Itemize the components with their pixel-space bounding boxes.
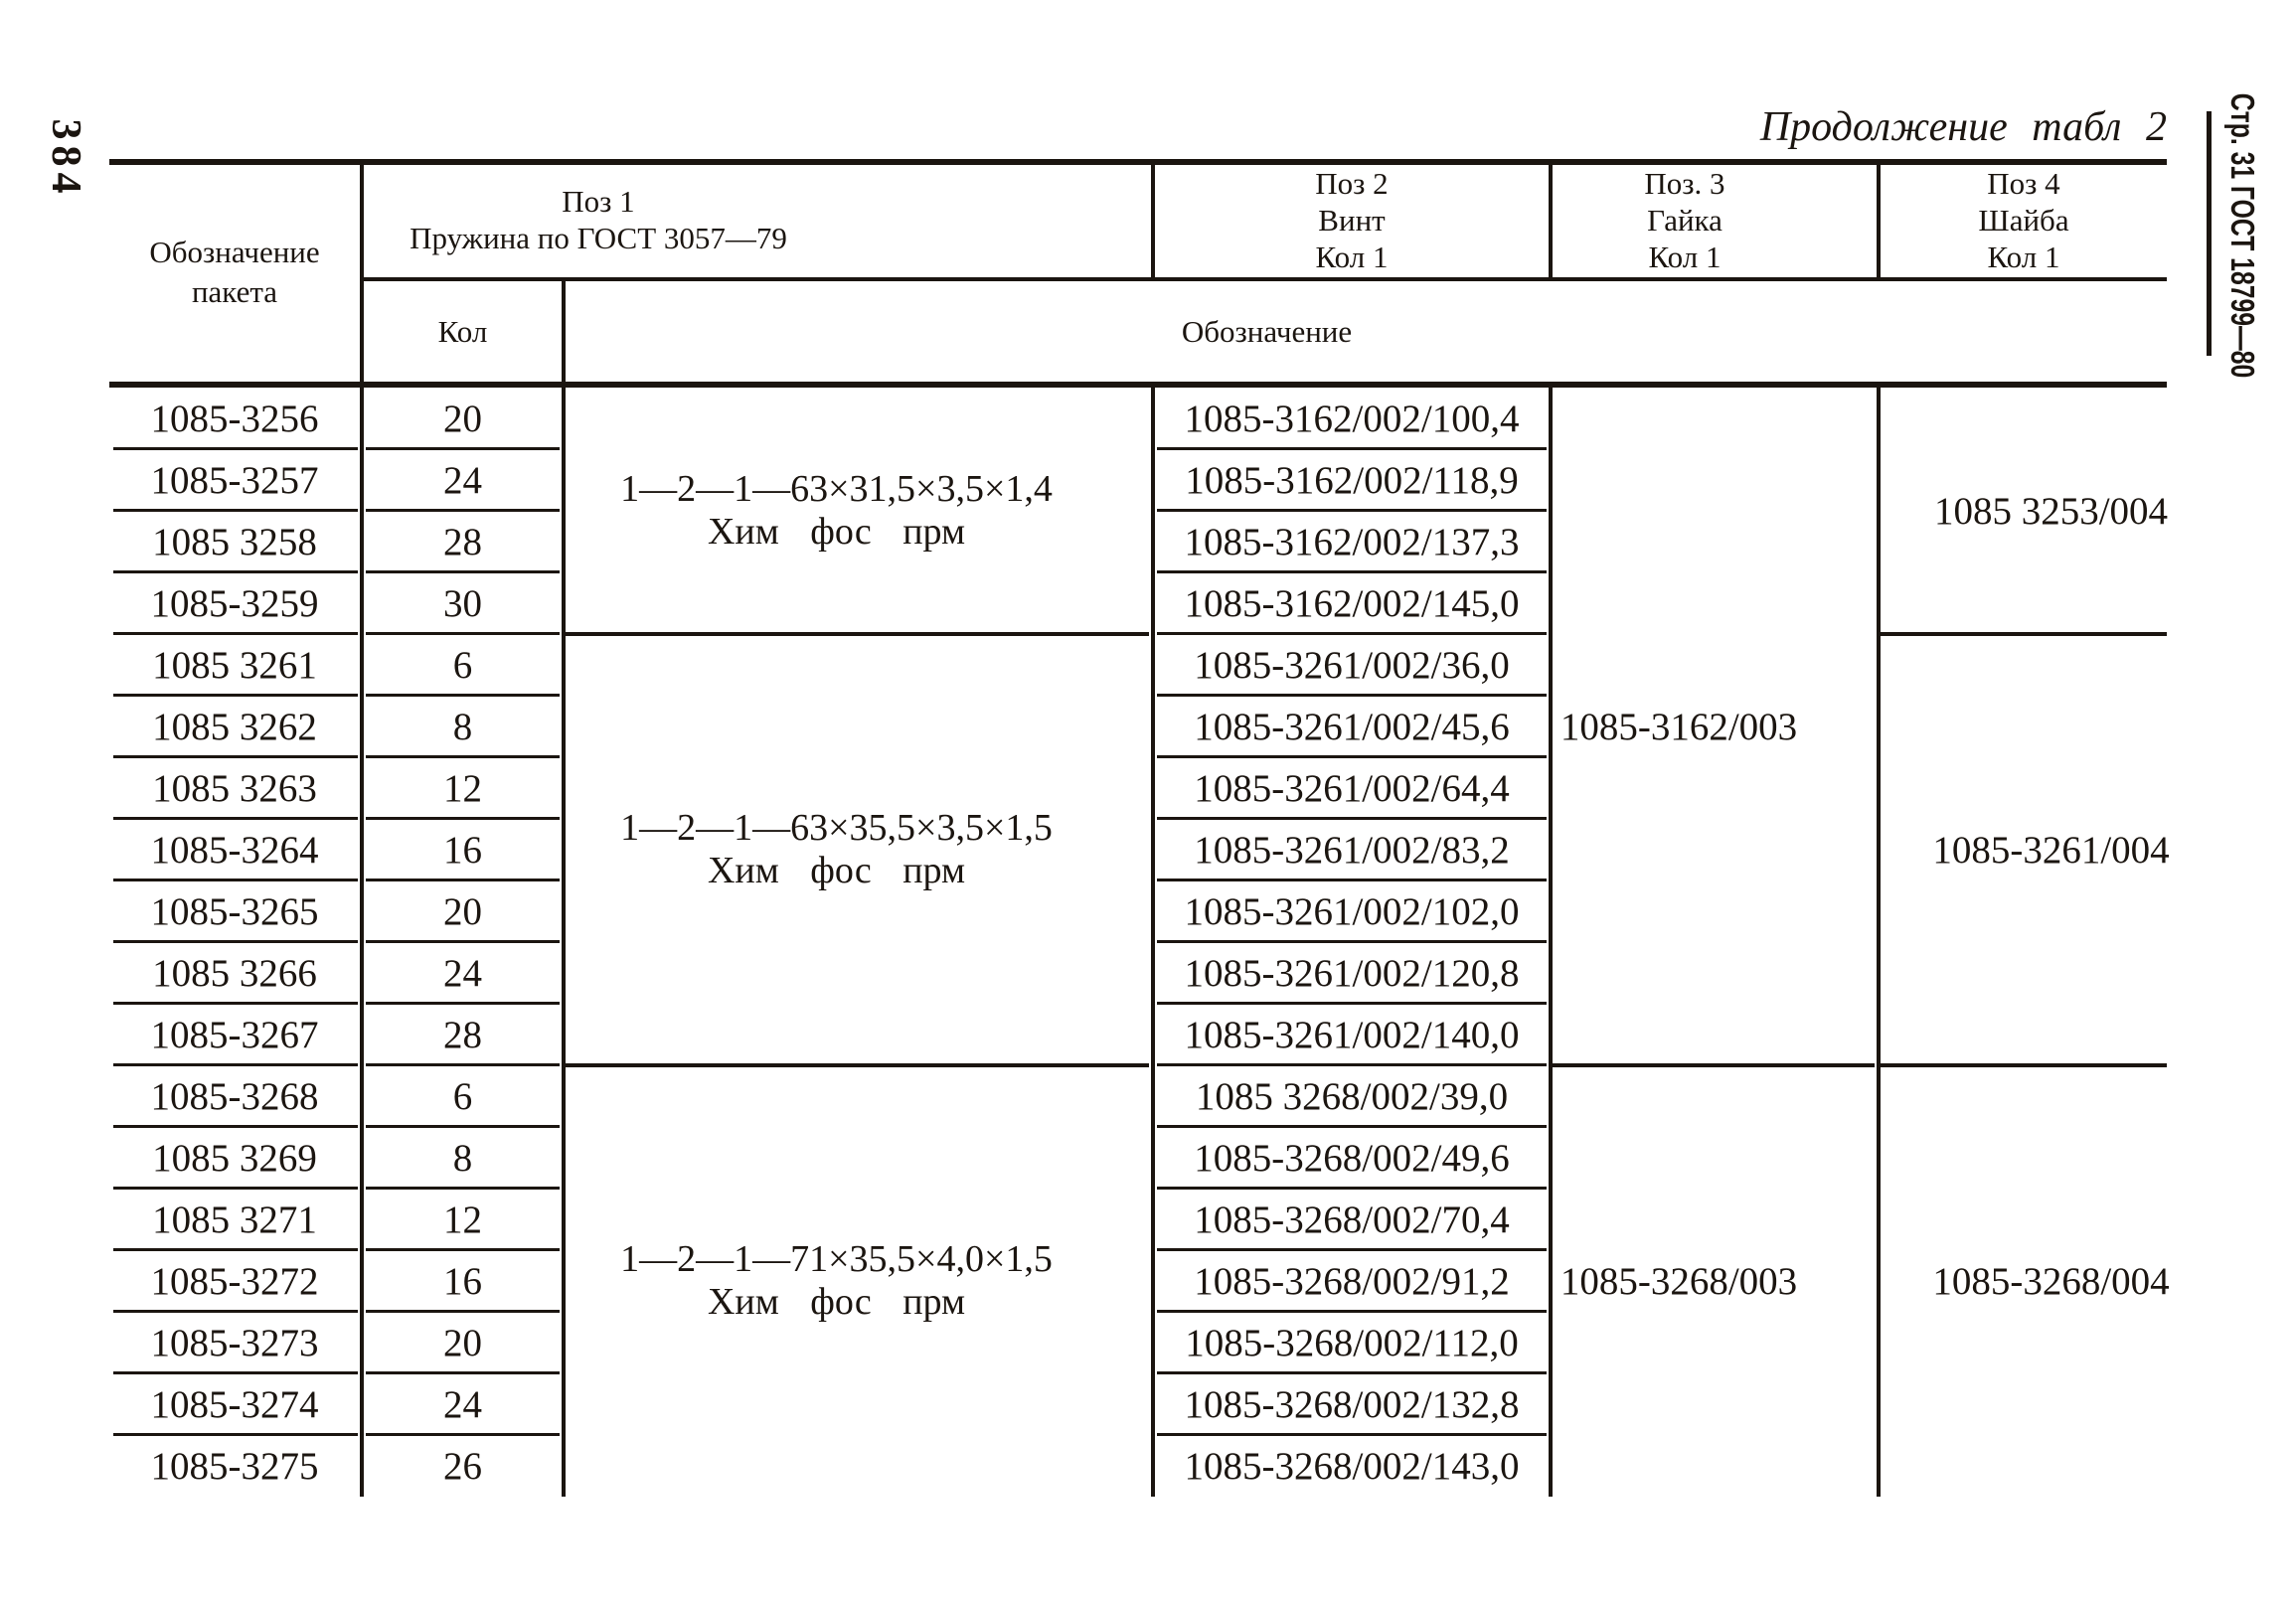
table-row-package: 1085 3271 [152,1198,317,1241]
table-row-package: 1085-3268 [150,1074,319,1118]
table-row-screw: 1085-3162/002/145,0 [1184,581,1520,625]
table-row-screw: 1085-3268/002/132,8 [1184,1382,1520,1426]
table-row-screw: 1085-3261/002/140,0 [1184,1013,1520,1056]
table-row-qty: 8 [452,1136,473,1180]
table-row-screw: 1085-3261/002/45,6 [1194,705,1510,748]
nut-group-cell: 1085-3162/003 [1559,705,1798,748]
header-package-line1: Обозначение [149,234,320,269]
header-pos2-line3: Кол 1 [1315,239,1389,274]
table-row-screw: 1085-3162/002/118,9 [1185,458,1519,502]
spring-designation: 1—2—1—71×35,5×4,0×1,5 [620,1238,1053,1281]
table-row-package: 1085 3262 [152,705,317,748]
table-row-screw: 1085-3268/002/70,4 [1194,1198,1510,1241]
table-row-package: 1085-3273 [150,1321,319,1364]
washer-group-cell: 1085 3253/004 [1933,489,2169,533]
table-row-screw: 1085-3162/002/137,3 [1184,520,1520,563]
subheader-qty [364,281,562,382]
spring-group-cell [566,634,1151,1065]
header-pos1-spring [364,162,1151,277]
table-row-qty: 24 [443,458,482,502]
header-pos3-line2: Гайка [1647,202,1722,238]
header-pos2-line2: Винт [1318,202,1386,238]
header-package-line2: пакета [191,273,278,309]
table-row-qty: 12 [443,766,482,810]
nut-group-divider [1553,1063,1875,1067]
table-row-qty: 16 [443,828,482,872]
header-pos2-line1: Поз 2 [1315,165,1389,201]
table-row-screw: 1085 3268/002/39,0 [1195,1074,1509,1118]
table-row-qty: 8 [452,705,473,748]
table-row-package: 1085-3259 [150,581,319,625]
table-row-package: 1085-3264 [150,828,319,872]
table-row-screw: 1085-3268/002/49,6 [1194,1136,1510,1180]
header-package-designation [109,162,360,382]
spring-finish: Хим фос прм [707,850,966,891]
table-row-screw: 1085-3268/002/143,0 [1184,1444,1520,1488]
table-row-package: 1085-3256 [150,397,319,440]
table-row-screw: 1085-3261/002/64,4 [1194,766,1510,810]
subheader-qty-label: Кол [437,314,488,349]
subheader-designation-label: Обозначение [1181,314,1353,349]
table-row-package: 1085 3263 [152,766,317,810]
subheader-designation [566,281,2167,382]
table-row-package: 1085 3269 [152,1136,317,1180]
table-row-qty: 16 [443,1259,482,1303]
table-row-qty: 20 [443,889,482,933]
spring-designation: 1—2—1—63×35,5×3,5×1,5 [620,807,1053,850]
table-row-qty: 24 [443,1382,482,1426]
table-row-screw: 1085-3261/002/102,0 [1184,889,1520,933]
spring-group-cell [566,388,1151,634]
spring-finish: Хим фос прм [707,1281,966,1323]
table-row-qty: 24 [443,951,482,995]
table-row-package: 1085-3257 [150,458,319,502]
table-continuation-title: Продолжение табл 2 [1759,104,2167,150]
table-row-package: 1085-3275 [150,1444,319,1488]
standard-page-label-rotated: Стр. 31 ГОСТ 18799—80 [2224,92,2261,379]
table-row-package: 1085-3272 [150,1259,319,1303]
table-row-screw: 1085-3261/002/83,2 [1194,828,1510,872]
table-row-screw: 1085-3162/002/100,4 [1184,397,1520,440]
header-pos2-screw [1155,162,1549,277]
header-pos1-line2: Пружина по ГОСТ 3057—79 [410,221,787,255]
table-row-package: 1085-3267 [150,1013,319,1056]
header-pos1-line1: Поз 1 [562,184,635,219]
spring-finish: Хим фос прм [707,511,966,553]
spring-designation: 1—2—1—63×31,5×3,5×1,4 [620,468,1053,511]
table-row-qty: 28 [443,520,482,563]
spring-group-cell [566,1065,1151,1497]
table-row-package: 1085 3258 [152,520,317,563]
header-pos3-line1: Поз. 3 [1644,165,1725,201]
margin-rule [2207,111,2212,356]
table-row-package: 1085 3266 [152,951,317,995]
table-row-package: 1085-3274 [150,1382,319,1426]
table-row-qty: 12 [443,1198,482,1241]
header-pos4-line1: Поз 4 [1987,165,2060,201]
washer-group-cell: 1085-3268/004 [1932,1259,2170,1303]
header-pos4-washer [1881,162,2167,277]
table-row-screw: 1085-3268/002/112,0 [1185,1321,1519,1364]
table-row-qty: 20 [443,397,482,440]
table-row-screw: 1085-3261/002/120,8 [1184,951,1520,995]
header-pos3-line3: Кол 1 [1648,239,1722,274]
table-row-qty: 6 [452,643,473,687]
table-row-package: 1085 3261 [152,643,317,687]
table-row-qty: 6 [452,1074,473,1118]
table-row-qty: 20 [443,1321,482,1364]
washer-group-cell: 1085-3261/004 [1932,828,2170,872]
table-row-package: 1085-3265 [150,889,319,933]
header-pos4-line2: Шайба [1978,202,2069,238]
table-row-qty: 26 [443,1444,482,1488]
table-row-qty: 30 [443,581,482,625]
table-row-screw: 1085-3261/002/36,0 [1194,643,1510,687]
nut-group-cell: 1085-3268/003 [1559,1259,1798,1303]
header-pos4-line3: Кол 1 [1987,239,2060,274]
page-number-rotated: 384 [43,118,88,200]
header-pos3-nut [1553,162,1877,277]
table-row-screw: 1085-3268/002/91,2 [1194,1259,1510,1303]
table-row-qty: 28 [443,1013,482,1056]
